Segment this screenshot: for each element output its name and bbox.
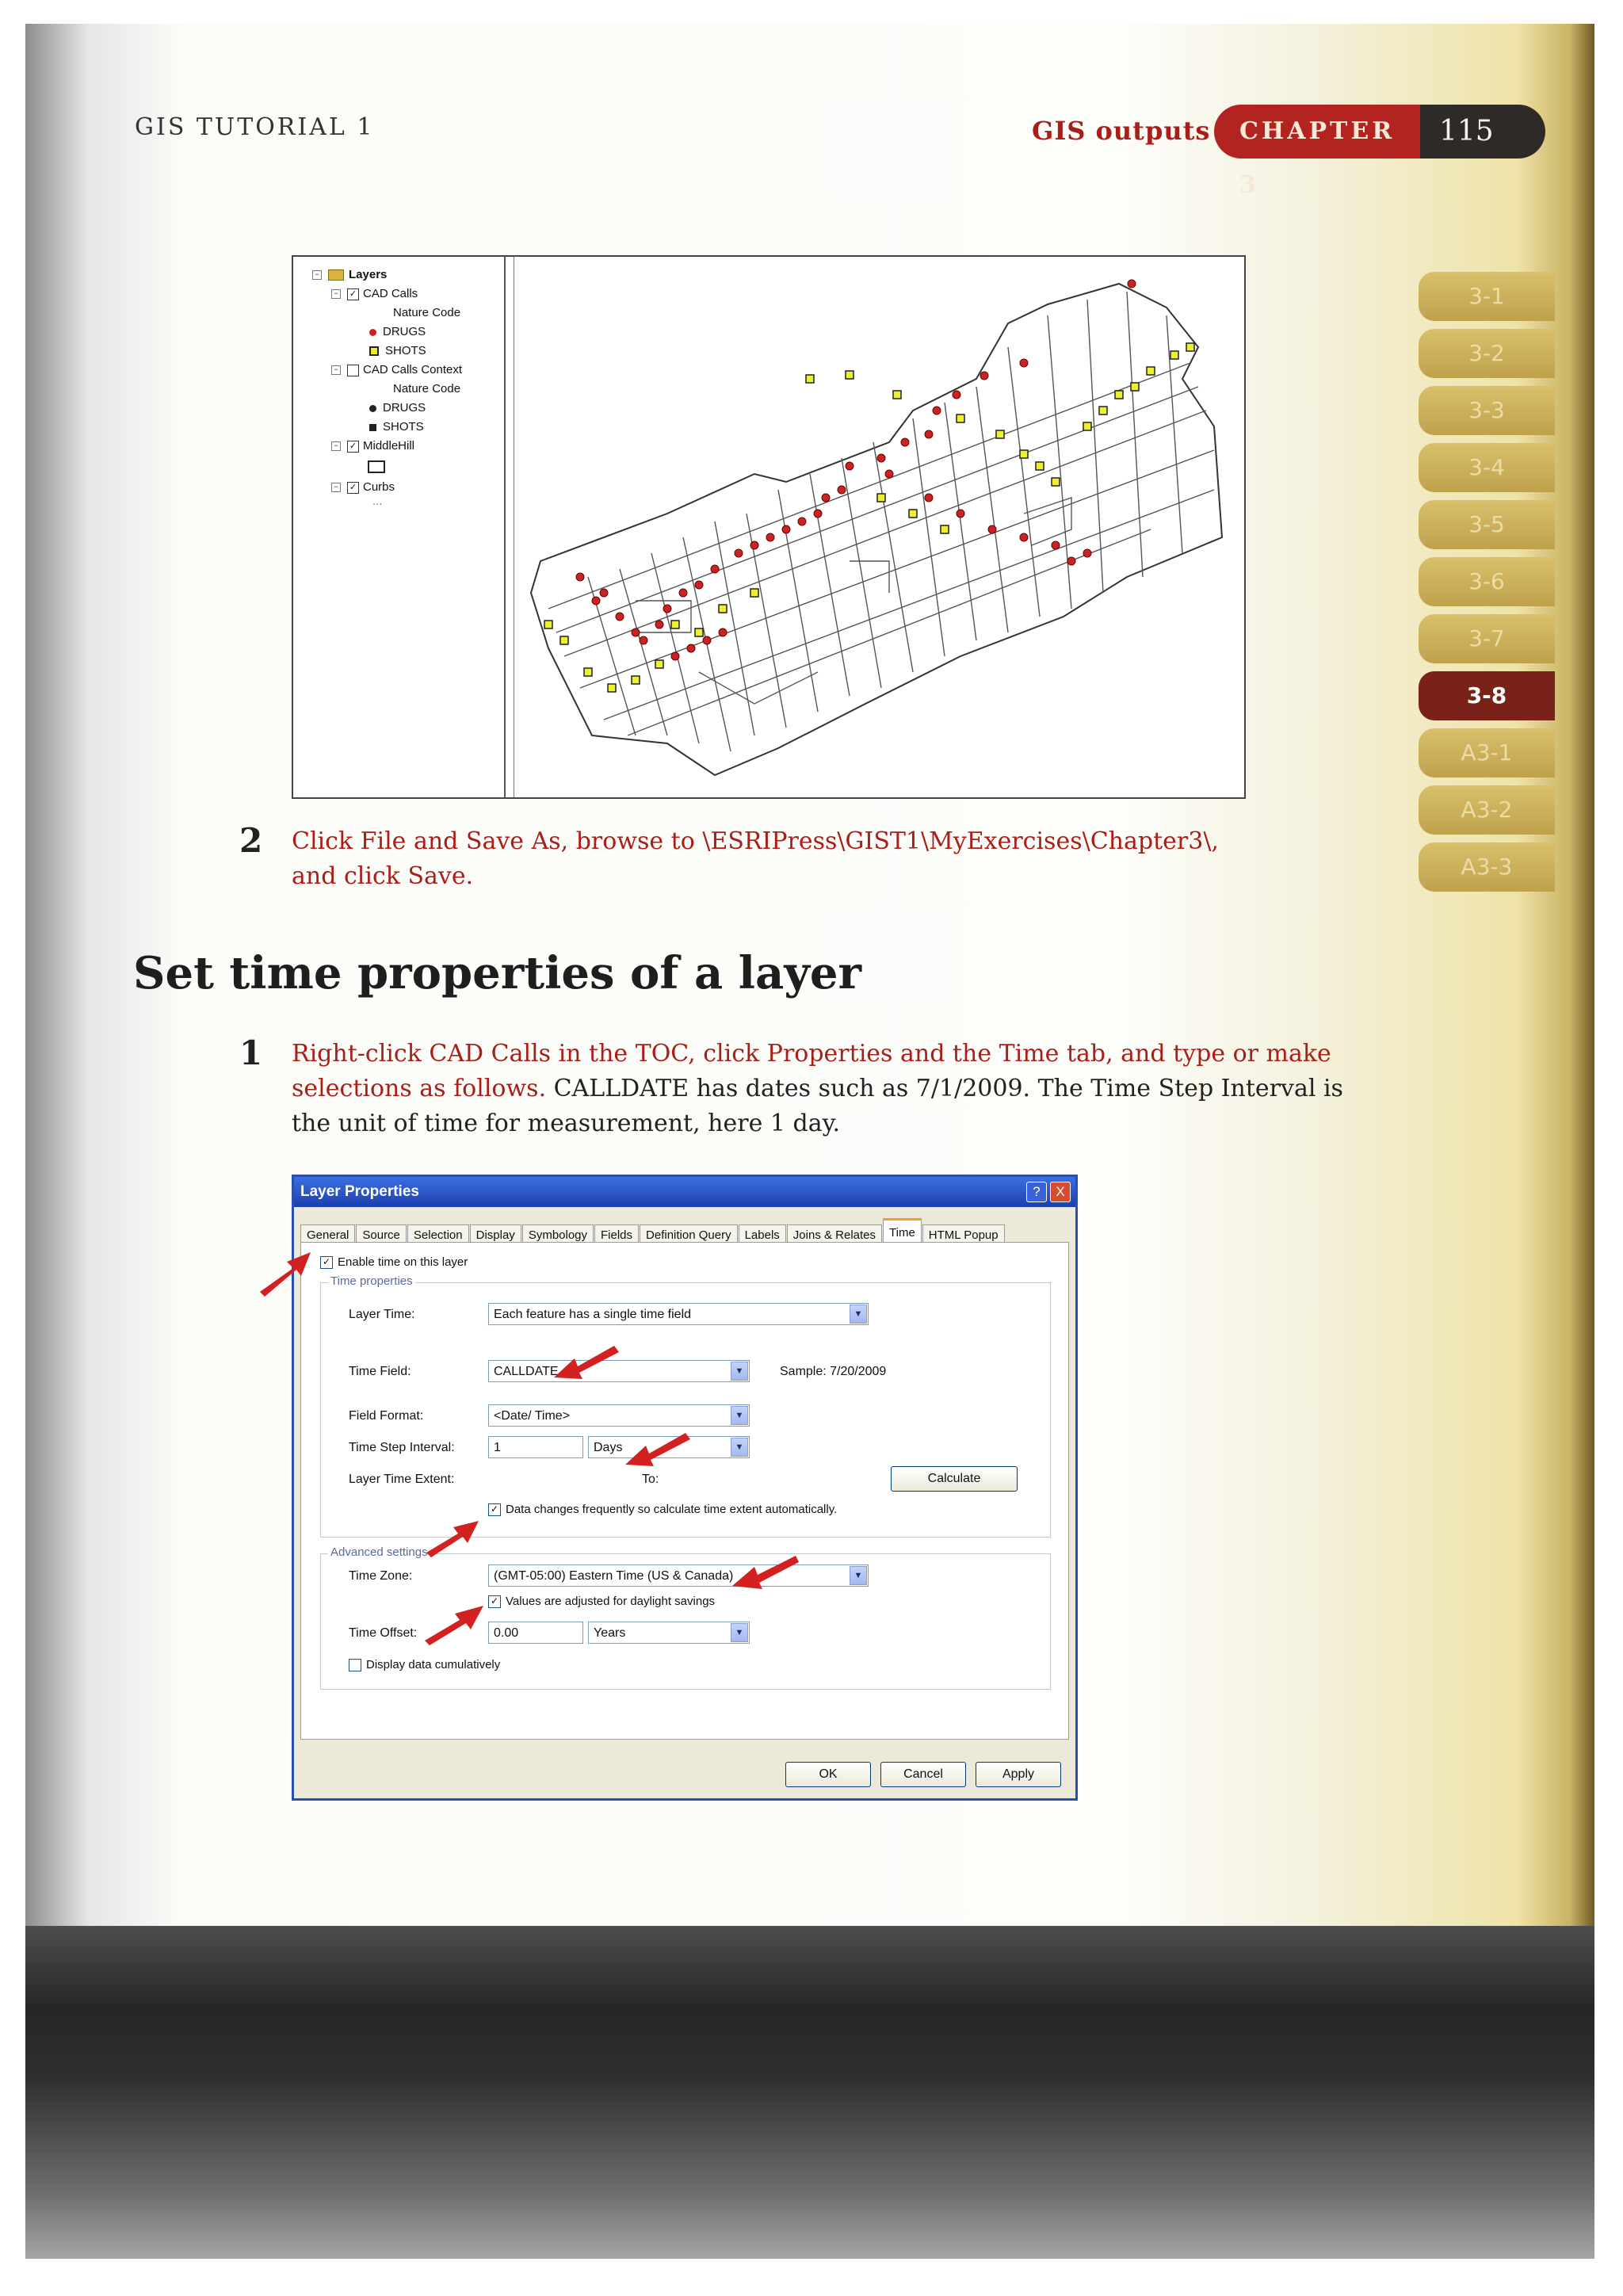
dialog-titlebar[interactable] bbox=[294, 1177, 1075, 1207]
table-of-contents bbox=[293, 257, 506, 797]
tab-3-3[interactable]: 3-3 bbox=[1419, 386, 1555, 435]
running-head: GIS TUTORIAL 1 bbox=[135, 113, 375, 141]
map-view[interactable] bbox=[517, 260, 1241, 796]
arrow-data-changes-icon bbox=[422, 1510, 485, 1557]
drug-call-point bbox=[1067, 557, 1075, 565]
time-offset-unit-select[interactable]: Years ▼ bbox=[588, 1622, 750, 1644]
drug-call-point bbox=[782, 525, 790, 533]
arrow-time-zone-icon bbox=[729, 1549, 800, 1597]
step-1-note: CALLDATE has dates such as 7/1/2009. The Time Step Interval is the unit of time for measurement, here 1 day. bbox=[292, 1075, 1343, 1137]
arrow-time-field-icon bbox=[551, 1339, 622, 1387]
tab-display[interactable]: Display bbox=[470, 1224, 521, 1246]
tab-joins-relates[interactable]: Joins & Relates bbox=[787, 1224, 882, 1246]
daylight-savings-checkbox[interactable]: ✓ Values are adjusted for daylight savings bbox=[488, 1595, 715, 1608]
shot-call-point bbox=[957, 415, 964, 422]
checkbox-icon: ✓ bbox=[320, 1256, 333, 1269]
drug-call-point bbox=[798, 518, 806, 525]
step-1-instruction: Right-click CAD Calls in the TOC, click Properties and the Time tab, and type or make selections as follows. bbox=[292, 1040, 1331, 1102]
toc-legend-shots: SHOTS bbox=[369, 344, 426, 357]
drug-call-point bbox=[640, 636, 647, 644]
toc-legend-drugs: DRUGS bbox=[369, 325, 426, 338]
toc-legend-drugs: DRUGS bbox=[369, 401, 426, 415]
checkbox-icon[interactable]: ✓ bbox=[347, 482, 359, 494]
drug-call-point bbox=[679, 589, 687, 597]
shot-call-point bbox=[996, 430, 1004, 438]
chapter-label: CHAPTER 3 bbox=[1214, 105, 1420, 159]
tab-3-1[interactable]: 3-1 bbox=[1419, 272, 1555, 321]
shot-call-point bbox=[1020, 450, 1028, 458]
drug-call-point bbox=[735, 549, 743, 557]
tab-a3-3[interactable]: A3-3 bbox=[1419, 842, 1555, 892]
tab-3-6[interactable]: 3-6 bbox=[1419, 557, 1555, 606]
book-spine bbox=[1571, 24, 1594, 1926]
shot-call-point bbox=[877, 494, 885, 502]
tab-time[interactable]: Time bbox=[883, 1218, 922, 1246]
toc-legend-polygon bbox=[368, 460, 385, 473]
field-format-label: Field Format: bbox=[349, 1409, 424, 1423]
section-title: GIS outputs bbox=[1032, 116, 1211, 146]
shot-call-point bbox=[608, 684, 616, 692]
enable-time-checkbox[interactable]: ✓ Enable time on this layer bbox=[320, 1255, 468, 1269]
checkbox-icon bbox=[349, 1659, 361, 1671]
shot-call-point bbox=[584, 668, 592, 676]
drug-call-point bbox=[953, 391, 960, 399]
drug-call-point bbox=[1020, 533, 1028, 541]
step-1-number: 1 bbox=[239, 1033, 263, 1072]
drug-call-point bbox=[616, 613, 624, 621]
drug-call-point bbox=[592, 597, 600, 605]
page-number: 115 bbox=[1420, 105, 1545, 159]
drug-call-point bbox=[632, 628, 640, 636]
drugs-symbol-icon bbox=[369, 405, 376, 412]
to-label: To: bbox=[642, 1473, 659, 1486]
shot-call-point bbox=[1099, 407, 1107, 415]
shot-call-point bbox=[632, 676, 640, 684]
help-button[interactable]: ? bbox=[1026, 1182, 1047, 1202]
cumulative-checkbox[interactable]: Display data cumulatively bbox=[349, 1658, 500, 1671]
toc-splitter[interactable] bbox=[509, 257, 514, 797]
collapse-icon[interactable]: − bbox=[331, 441, 341, 451]
chevron-down-icon: ▼ bbox=[731, 1406, 748, 1425]
drug-call-point bbox=[655, 621, 663, 628]
layer-properties-dialog bbox=[292, 1175, 1078, 1801]
polygon-symbol-icon bbox=[368, 460, 385, 473]
shot-call-point bbox=[1170, 351, 1178, 359]
drug-call-point bbox=[980, 372, 988, 380]
step-1-text bbox=[292, 1037, 1346, 1141]
drug-call-point bbox=[687, 644, 695, 652]
shot-call-point bbox=[1036, 462, 1044, 470]
drugs-symbol-icon bbox=[369, 329, 376, 336]
checkbox-icon: ✓ bbox=[488, 1595, 501, 1608]
shot-call-point bbox=[1083, 422, 1091, 430]
shot-call-point bbox=[750, 589, 758, 597]
time-field-select[interactable]: CALLDATE ▼ bbox=[488, 1360, 750, 1382]
chapter-tabs bbox=[1419, 272, 1555, 900]
drug-call-point bbox=[703, 636, 711, 644]
tab-definition-query[interactable]: Definition Query bbox=[640, 1224, 738, 1246]
drug-call-point bbox=[814, 510, 822, 518]
layers-icon bbox=[328, 269, 344, 281]
time-field-label: Time Field: bbox=[349, 1365, 411, 1378]
time-step-input[interactable]: 1 bbox=[488, 1436, 583, 1458]
chevron-down-icon: ▼ bbox=[731, 1362, 748, 1381]
calculate-button[interactable]: Calculate bbox=[891, 1466, 1018, 1492]
drug-call-point bbox=[1128, 280, 1136, 288]
arrow-daylight-icon bbox=[420, 1593, 491, 1648]
close-button[interactable]: X bbox=[1050, 1182, 1071, 1202]
drug-call-point bbox=[988, 525, 996, 533]
toc-cad-calls[interactable]: − ✓ CAD Calls bbox=[331, 287, 418, 300]
field-format-select[interactable]: <Date/ Time> ▼ bbox=[488, 1404, 750, 1427]
checkbox-icon: ✓ bbox=[488, 1503, 501, 1516]
shot-call-point bbox=[719, 605, 727, 613]
arrow-enable-time-icon bbox=[254, 1244, 317, 1300]
toc-field-name: Nature Code bbox=[393, 382, 461, 395]
shot-call-point bbox=[544, 621, 552, 628]
tab-3-5[interactable]: 3-5 bbox=[1419, 500, 1555, 549]
neighborhood-boundary bbox=[531, 284, 1222, 775]
sample-value: Sample: 7/20/2009 bbox=[780, 1365, 887, 1378]
collapse-icon[interactable]: − bbox=[331, 365, 341, 375]
layer-time-select[interactable]: Each feature has a single time field ▼ bbox=[488, 1303, 869, 1325]
page-shadow bbox=[25, 1926, 1594, 2259]
drug-call-point bbox=[846, 462, 854, 470]
time-zone-label: Time Zone: bbox=[349, 1569, 413, 1583]
chevron-down-icon: ▼ bbox=[731, 1623, 748, 1642]
toc-legend-shots: SHOTS bbox=[369, 420, 424, 434]
map-screenshot bbox=[292, 255, 1246, 799]
drug-call-point bbox=[671, 652, 679, 660]
step-2-number: 2 bbox=[239, 821, 263, 860]
drug-call-point bbox=[711, 565, 719, 573]
tab-fields[interactable]: Fields bbox=[594, 1224, 639, 1246]
tab-a3-2[interactable]: A3-2 bbox=[1419, 785, 1555, 835]
drug-call-point bbox=[1083, 549, 1091, 557]
ok-button[interactable]: OK bbox=[785, 1762, 871, 1787]
section-heading: Set time properties of a layer bbox=[133, 947, 861, 999]
shot-call-point bbox=[893, 391, 901, 399]
drug-call-point bbox=[600, 589, 608, 597]
shot-call-point bbox=[1115, 391, 1123, 399]
time-offset-label: Time Offset: bbox=[349, 1626, 418, 1640]
drug-call-point bbox=[925, 430, 933, 438]
drug-call-point bbox=[576, 573, 584, 581]
drug-call-point bbox=[933, 407, 941, 415]
drug-call-point bbox=[750, 541, 758, 549]
shots-symbol-icon bbox=[369, 424, 376, 431]
time-offset-input[interactable]: 0.00 bbox=[488, 1622, 583, 1644]
shot-call-point bbox=[846, 371, 854, 379]
drug-call-point bbox=[877, 454, 885, 462]
toc-layers[interactable]: − Layers bbox=[312, 268, 387, 281]
drug-call-point bbox=[885, 470, 893, 478]
drug-call-point bbox=[957, 510, 964, 518]
shot-call-point bbox=[655, 660, 663, 668]
tab-symbology[interactable]: Symbology bbox=[522, 1224, 594, 1246]
arrow-time-step-icon bbox=[622, 1427, 693, 1474]
time-zone-select[interactable]: (GMT-05:00) Eastern Time (US & Canada) ▼ bbox=[488, 1564, 869, 1587]
drug-call-point bbox=[1052, 541, 1060, 549]
checkbox-icon[interactable]: ✓ bbox=[347, 441, 359, 453]
shot-call-point bbox=[1147, 367, 1155, 375]
time-step-unit-select[interactable]: Days ▼ bbox=[588, 1436, 750, 1458]
tab-general[interactable]: General bbox=[300, 1224, 355, 1246]
time-tab-panel bbox=[300, 1242, 1069, 1740]
drug-call-point bbox=[1020, 359, 1028, 367]
chevron-down-icon: ▼ bbox=[850, 1566, 867, 1585]
shot-call-point bbox=[1052, 478, 1060, 486]
tab-3-4[interactable]: 3-4 bbox=[1419, 443, 1555, 492]
shot-call-point bbox=[1186, 343, 1194, 351]
toc-middlehill[interactable]: − ✓ MiddleHill bbox=[331, 439, 414, 453]
collapse-icon[interactable]: − bbox=[331, 289, 341, 299]
layer-time-label: Layer Time: bbox=[349, 1308, 415, 1321]
shot-call-point bbox=[695, 628, 703, 636]
advanced-settings-title: Advanced settings bbox=[328, 1545, 430, 1559]
drug-call-point bbox=[719, 628, 727, 636]
time-properties-title: Time properties bbox=[328, 1274, 415, 1288]
shots-symbol-icon bbox=[369, 346, 379, 356]
cancel-button[interactable]: Cancel bbox=[880, 1762, 966, 1787]
shot-call-point bbox=[909, 510, 917, 518]
tab-html-popup[interactable]: HTML Popup bbox=[922, 1224, 1005, 1246]
drug-call-point bbox=[695, 581, 703, 589]
shot-call-point bbox=[1131, 383, 1139, 391]
chevron-down-icon: ▼ bbox=[850, 1305, 867, 1324]
apply-button[interactable]: Apply bbox=[976, 1762, 1061, 1787]
tab-a3-1[interactable]: A3-1 bbox=[1419, 728, 1555, 777]
toc-cad-calls-context[interactable]: − CAD Calls Context bbox=[331, 363, 462, 376]
layer-time-extent-label: Layer Time Extent: bbox=[349, 1473, 455, 1486]
chevron-down-icon: ▼ bbox=[731, 1438, 748, 1457]
toc-field-name: Nature Code bbox=[393, 306, 461, 319]
tab-source[interactable]: Source bbox=[356, 1224, 407, 1246]
drug-call-point bbox=[766, 533, 774, 541]
collapse-icon[interactable]: − bbox=[331, 483, 341, 492]
toc-more: ... bbox=[372, 495, 383, 508]
drug-call-point bbox=[838, 486, 846, 494]
tab-selection[interactable]: Selection bbox=[407, 1224, 469, 1246]
tab-labels[interactable]: Labels bbox=[739, 1224, 786, 1246]
drug-call-point bbox=[663, 605, 671, 613]
dialog-title: Layer Properties bbox=[300, 1183, 419, 1200]
step-2-instruction: Click File and Save As, browse to \ESRIPress\GIST1\MyExercises\Chapter3\, and click Save. bbox=[292, 827, 1219, 890]
time-step-label: Time Step Interval: bbox=[349, 1441, 455, 1454]
shot-call-point bbox=[671, 621, 679, 628]
checkbox-icon[interactable]: ✓ bbox=[347, 288, 359, 300]
shot-call-point bbox=[560, 636, 568, 644]
drug-call-point bbox=[925, 494, 933, 502]
toc-curbs[interactable]: − ✓ Curbs bbox=[331, 480, 395, 494]
tab-3-7[interactable]: 3-7 bbox=[1419, 614, 1555, 663]
shot-call-point bbox=[941, 525, 949, 533]
checkbox-icon[interactable] bbox=[347, 365, 359, 376]
drug-call-point bbox=[822, 494, 830, 502]
data-changes-checkbox[interactable]: ✓ Data changes frequently so calculate time extent automatically. bbox=[488, 1503, 837, 1516]
shot-call-point bbox=[806, 375, 814, 383]
tab-3-8[interactable]: 3-8 bbox=[1419, 671, 1555, 720]
tab-3-2[interactable]: 3-2 bbox=[1419, 329, 1555, 378]
drug-call-point bbox=[901, 438, 909, 446]
collapse-icon[interactable]: − bbox=[312, 270, 322, 280]
dialog-tabs bbox=[300, 1218, 1006, 1242]
